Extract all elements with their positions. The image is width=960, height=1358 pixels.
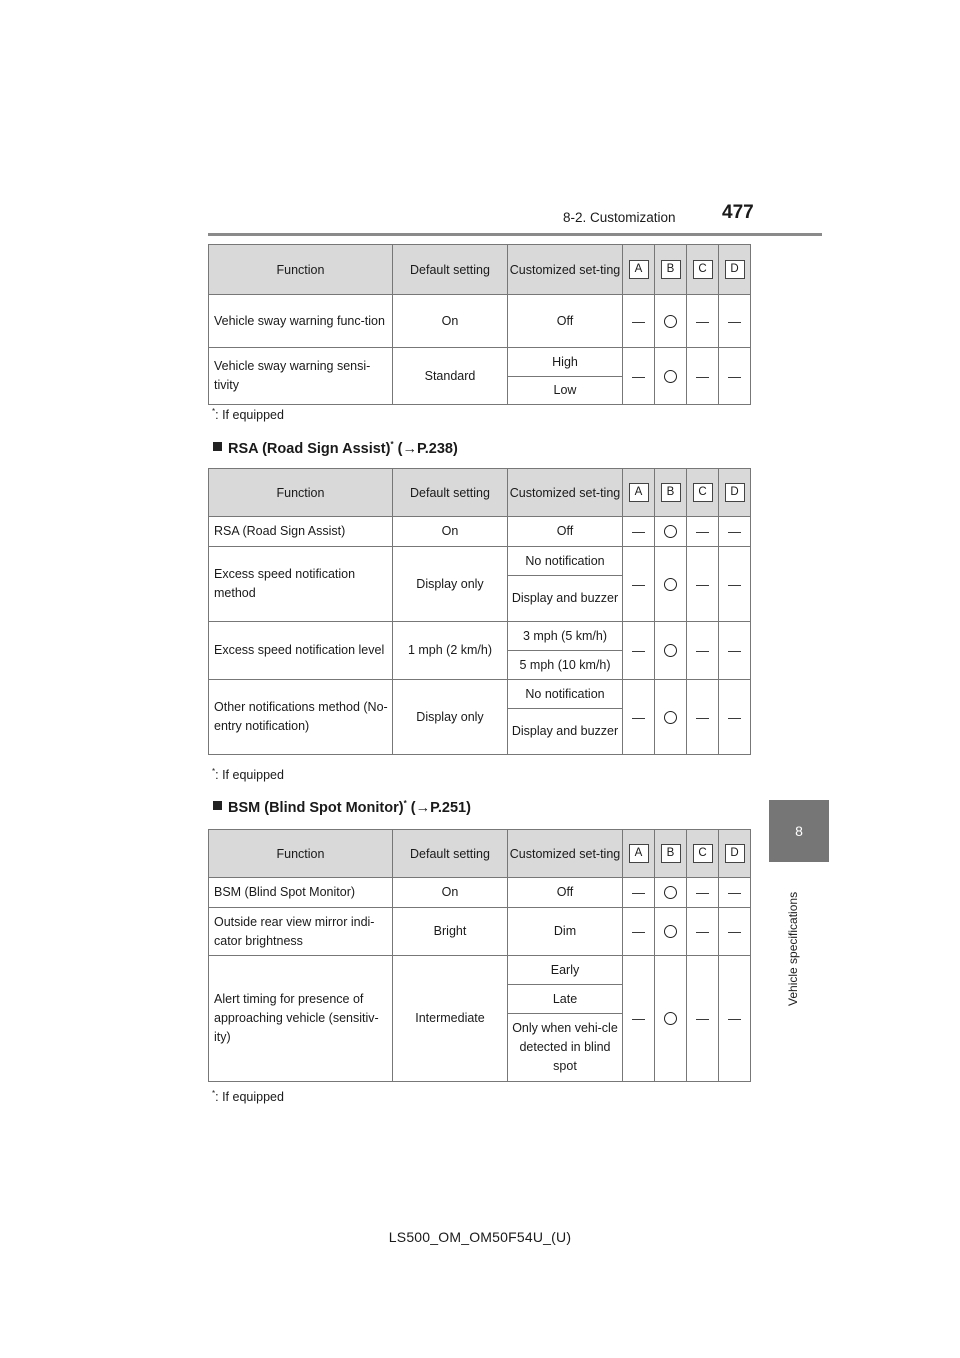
dash-cell: — — [687, 295, 719, 348]
dash-cell: — — [719, 547, 751, 622]
function-cell: Other notifications method (No-entry notification) — [209, 680, 393, 755]
option-cell: No notification — [508, 680, 623, 709]
bsm-table — [208, 829, 751, 1082]
function-cell: Excess speed notification level — [209, 622, 393, 680]
footnote: *: If equipped — [212, 767, 284, 783]
col-default: Default setting — [393, 830, 508, 878]
col-function: Function — [209, 830, 393, 878]
vehicle-sway-table — [208, 244, 751, 405]
default-cell: Bright — [393, 908, 508, 956]
available-icon — [664, 711, 677, 724]
section-title: 8-2. Customization — [563, 210, 676, 225]
dash-cell: — — [719, 908, 751, 956]
default-cell: On — [393, 295, 508, 348]
option-cell: 3 mph (5 km/h) — [508, 622, 623, 651]
option-cell: Low — [508, 377, 623, 405]
table-row — [209, 680, 751, 709]
dash-cell: — — [623, 878, 655, 908]
dash-cell: — — [623, 295, 655, 348]
col-d: D — [719, 830, 751, 878]
available-icon — [664, 525, 677, 538]
default-cell: 1 mph (2 km/h) — [393, 622, 508, 680]
available-icon — [664, 644, 677, 657]
col-customized: Customized set-ting — [508, 469, 623, 517]
option-cell: Display and buzzer — [508, 709, 623, 755]
col-b: B — [655, 830, 687, 878]
circle-cell — [655, 956, 687, 1082]
option-cell: Late — [508, 985, 623, 1014]
function-cell: Excess speed notification method — [209, 547, 393, 622]
col-customized: Customized set-ting — [508, 245, 623, 295]
col-c: C — [687, 469, 719, 517]
option-cell: High — [508, 348, 623, 377]
col-c: C — [687, 245, 719, 295]
available-icon — [664, 315, 677, 328]
square-bullet-icon — [213, 801, 222, 810]
col-function: Function — [209, 245, 393, 295]
dash-cell: — — [719, 295, 751, 348]
dash-cell: — — [687, 348, 719, 405]
dash-cell: — — [687, 908, 719, 956]
dash-cell: — — [623, 517, 655, 547]
function-cell: Vehicle sway warning sensi-tivity — [209, 348, 393, 405]
footnote: *: If equipped — [212, 1089, 284, 1105]
default-cell: Display only — [393, 547, 508, 622]
col-a: A — [623, 469, 655, 517]
default-cell: Display only — [393, 680, 508, 755]
dash-cell: — — [623, 547, 655, 622]
table-row — [209, 295, 751, 348]
rsa-table — [208, 468, 751, 755]
dash-cell: — — [623, 956, 655, 1082]
available-icon — [664, 370, 677, 383]
table-row — [209, 956, 751, 985]
section-heading-bsm: BSM (Blind Spot Monitor)* (→P.251) — [213, 799, 471, 816]
default-cell: Standard — [393, 348, 508, 405]
option-cell: No notification — [508, 547, 623, 576]
dash-cell: — — [719, 517, 751, 547]
chapter-label: Vehicle specifications — [786, 891, 800, 1006]
dash-cell: — — [687, 622, 719, 680]
default-cell: On — [393, 517, 508, 547]
circle-cell — [655, 517, 687, 547]
dash-cell: — — [719, 956, 751, 1082]
square-bullet-icon — [213, 442, 222, 451]
available-icon — [664, 925, 677, 938]
dash-cell: — — [687, 956, 719, 1082]
page-number: 477 — [722, 202, 754, 223]
dash-cell: — — [719, 680, 751, 755]
page-ref-link[interactable]: (→P.238) — [397, 440, 458, 457]
col-customized: Customized set-ting — [508, 830, 623, 878]
circle-cell — [655, 622, 687, 680]
option-cell: 5 mph (10 km/h) — [508, 651, 623, 680]
col-a: A — [623, 245, 655, 295]
section-heading-rsa: RSA (Road Sign Assist)* (→P.238) — [213, 440, 458, 457]
option-cell: Off — [508, 517, 623, 547]
table-row — [209, 348, 751, 377]
table-row — [209, 908, 751, 956]
chapter-tab: 8 — [769, 800, 829, 862]
document-code: LS500_OM_OM50F54U_(U) — [388, 1229, 572, 1245]
available-icon — [664, 886, 677, 899]
col-c: C — [687, 830, 719, 878]
table-row — [209, 517, 751, 547]
dash-cell: — — [687, 517, 719, 547]
dash-cell: — — [719, 348, 751, 405]
table-header-row — [209, 245, 751, 295]
function-cell: Alert timing for presence of approaching vehicle (sensitiv-ity) — [209, 956, 393, 1082]
table-row — [209, 878, 751, 908]
default-cell: Intermediate — [393, 956, 508, 1082]
default-cell: On — [393, 878, 508, 908]
col-function: Function — [209, 469, 393, 517]
table-row — [209, 547, 751, 576]
function-cell: BSM (Blind Spot Monitor) — [209, 878, 393, 908]
col-default: Default setting — [393, 469, 508, 517]
col-default: Default setting — [393, 245, 508, 295]
dash-cell: — — [623, 680, 655, 755]
function-cell: Outside rear view mirror indi-cator brightness — [209, 908, 393, 956]
circle-cell — [655, 878, 687, 908]
circle-cell — [655, 348, 687, 405]
option-cell: Only when vehi-cle detected in blind spot — [508, 1014, 623, 1082]
available-icon — [664, 1012, 677, 1025]
page-ref-link[interactable]: (→P.251) — [410, 799, 471, 816]
option-cell: Early — [508, 956, 623, 985]
dash-cell: — — [623, 348, 655, 405]
circle-cell — [655, 908, 687, 956]
function-cell: RSA (Road Sign Assist) — [209, 517, 393, 547]
function-cell: Vehicle sway warning func-tion — [209, 295, 393, 348]
col-a: A — [623, 830, 655, 878]
col-d: D — [719, 469, 751, 517]
dash-cell: — — [623, 908, 655, 956]
dash-cell: — — [719, 622, 751, 680]
circle-cell — [655, 547, 687, 622]
table-header-row — [209, 469, 751, 517]
option-cell: Off — [508, 878, 623, 908]
col-b: B — [655, 245, 687, 295]
table-row — [209, 622, 751, 651]
dash-cell: — — [719, 878, 751, 908]
table-header-row — [209, 830, 751, 878]
col-b: B — [655, 469, 687, 517]
circle-cell — [655, 680, 687, 755]
col-d: D — [719, 245, 751, 295]
footnote: *: If equipped — [212, 407, 284, 423]
option-cell: Off — [508, 295, 623, 348]
dash-cell: — — [687, 547, 719, 622]
dash-cell: — — [687, 680, 719, 755]
option-cell: Dim — [508, 908, 623, 956]
circle-cell — [655, 295, 687, 348]
available-icon — [664, 578, 677, 591]
option-cell: Display and buzzer — [508, 576, 623, 622]
header-rule — [208, 233, 822, 236]
dash-cell: — — [687, 878, 719, 908]
dash-cell: — — [623, 622, 655, 680]
